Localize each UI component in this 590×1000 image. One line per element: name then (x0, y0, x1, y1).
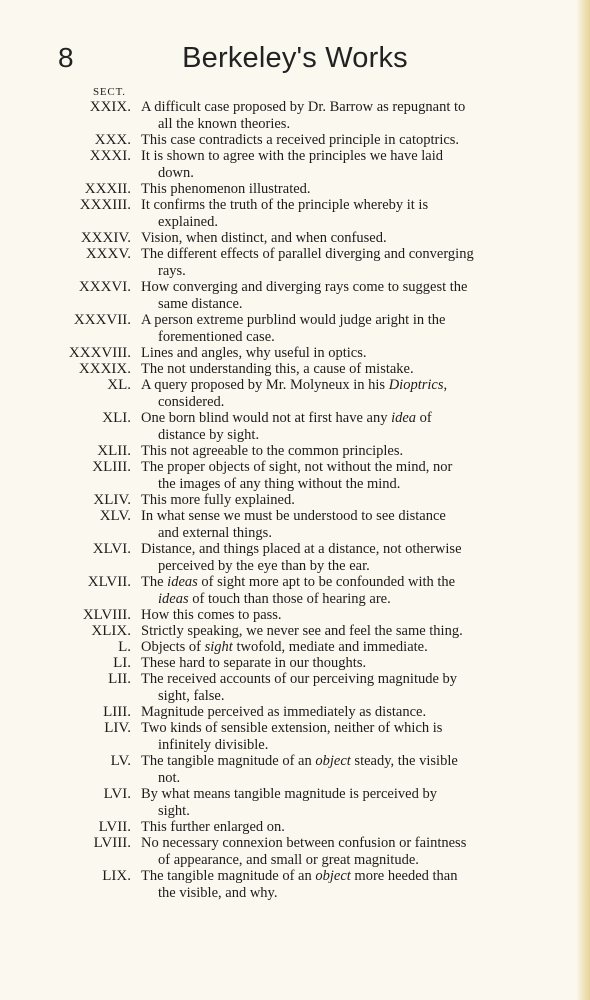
entry-summary (141, 868, 536, 901)
toc-entry (0, 508, 590, 541)
entry-summary (141, 671, 536, 704)
section-number: XLIX. (91, 623, 131, 639)
summary-continuation (141, 165, 536, 182)
toc-entry (0, 835, 590, 868)
summary-line: This phenomenon illustrated. (141, 181, 311, 197)
summary-italic: ideas (167, 574, 198, 590)
summary-line: not. (158, 769, 181, 786)
entry-summary (141, 410, 536, 443)
summary-line: How converging and diverging rays come to suggest the (141, 279, 468, 295)
summary-text: of touch than those of hearing are. (188, 590, 391, 607)
summary-line: considered. (158, 393, 225, 410)
toc-entry (0, 574, 590, 607)
entry-summary (141, 361, 536, 378)
section-number: LV. (110, 753, 131, 769)
summary-text: of sight more apt to be confounded with the (197, 574, 456, 590)
toc-entry (0, 819, 590, 835)
section-number: LVI. (103, 786, 131, 802)
section-number: LVIII. (93, 835, 131, 851)
running-title: Berkeley's Works (182, 42, 408, 74)
toc-entry (0, 246, 590, 279)
summary-italic: sight (204, 639, 233, 655)
entry-summary (141, 459, 536, 492)
summary-text: The tangible magnitude of an (141, 753, 316, 769)
section-number: XXXV. (85, 246, 131, 262)
summary-line: rays. (158, 262, 186, 279)
summary-line: These hard to separate in our thoughts. (141, 655, 367, 671)
summary-text: A query proposed by Mr. Molyneux in his (141, 377, 389, 393)
summary-italic: object (315, 753, 351, 769)
summary-italic: Dioptrics (388, 377, 444, 393)
section-number: XL. (107, 377, 131, 393)
summary-line: explained. (158, 213, 218, 230)
summary-continuation (141, 885, 536, 902)
section-number: LIV. (104, 720, 131, 736)
section-number: XXXI. (89, 148, 131, 164)
summary-line: sight, false. (158, 687, 225, 704)
summary-line: down. (158, 164, 194, 181)
summary-text: , (443, 377, 448, 393)
section-number: XXXIII. (79, 197, 131, 213)
toc-entry (0, 655, 590, 671)
summary-continuation (141, 427, 536, 444)
toc-entry (0, 312, 590, 345)
summary-continuation (141, 214, 536, 231)
summary-text: The tangible magnitude of an (141, 868, 316, 884)
entry-summary (141, 148, 536, 181)
summary-line: Strictly speaking, we never see and feel the same thing. (141, 623, 463, 639)
section-number: XXXVI. (78, 279, 131, 295)
toc-entry (0, 492, 590, 508)
summary-line: forementioned case. (158, 328, 275, 345)
summary-continuation (141, 296, 536, 313)
summary-line: It confirms the truth of the principle whereby it is (141, 197, 429, 213)
summary-italic: ideas (158, 590, 189, 607)
summary-continuation (141, 737, 536, 754)
section-number: XLI. (102, 410, 131, 426)
entry-summary (141, 345, 536, 362)
toc-entry (0, 639, 590, 655)
entry-summary (141, 786, 536, 819)
summary-line: A difficult case proposed by Dr. Barrow as repugnant to (141, 99, 466, 115)
summary-italic: object (315, 868, 351, 884)
entry-summary (141, 607, 536, 624)
entry-summary (141, 99, 536, 132)
toc-entry (0, 181, 590, 197)
summary-line: How this comes to pass. (141, 607, 282, 623)
summary-line: of appearance, and small or great magnitude. (158, 851, 419, 868)
summary-continuation (141, 688, 536, 705)
toc-entry (0, 868, 590, 901)
toc-entry (0, 197, 590, 230)
toc-entry (0, 345, 590, 361)
toc-entry (0, 753, 590, 786)
summary-line: This more fully explained. (141, 492, 295, 508)
section-number: XLVII. (87, 574, 131, 590)
section-number: XXXVII. (73, 312, 131, 328)
summary-text: of (416, 410, 432, 426)
summary-line: Magnitude perceived as immediately as distance. (141, 704, 427, 720)
toc-entry (0, 361, 590, 377)
entry-summary (141, 181, 536, 198)
section-number: LIII. (103, 704, 131, 720)
section-number: XLVIII. (82, 607, 131, 623)
summary-line: The different effects of parallel diverging and converging (141, 246, 474, 262)
summary-line: A person extreme purblind would judge aright in the (141, 312, 446, 328)
section-number: XLV. (99, 508, 131, 524)
entry-summary (141, 492, 536, 509)
summary-line: Vision, when distinct, and when confused. (141, 230, 387, 246)
summary-line: The not understanding this, a cause of mistake. (141, 361, 414, 377)
section-number: LII. (108, 671, 131, 687)
entry-summary (141, 574, 536, 607)
summary-continuation (141, 476, 536, 493)
toc-entry (0, 623, 590, 639)
summary-line: and external things. (158, 524, 272, 541)
summary-line: the visible, and why. (158, 884, 278, 901)
summary-continuation (141, 852, 536, 869)
toc-entry (0, 541, 590, 574)
summary-line: In what sense we must be understood to see distance (141, 508, 446, 524)
entry-summary (141, 279, 536, 312)
summary-line: all the known theories. (158, 115, 291, 132)
toc-entry (0, 786, 590, 819)
summary-line: same distance. (158, 295, 243, 312)
summary-text: One born blind would not at first have any (141, 410, 392, 426)
summary-text: steady, the visible (350, 753, 458, 769)
summary-continuation (141, 116, 536, 133)
toc-entry (0, 410, 590, 443)
entry-summary (141, 753, 536, 786)
toc-entry (0, 132, 590, 148)
section-column-heading: SECT. (93, 86, 126, 98)
summary-line: The proper objects of sight, not without the mind, nor (141, 459, 453, 475)
summary-continuation (141, 591, 536, 608)
toc-entry (0, 607, 590, 623)
section-number: LIX. (102, 868, 131, 884)
section-number: XLIV. (93, 492, 131, 508)
summary-line: The received accounts of our perceiving magnitude by (141, 671, 458, 687)
entry-summary (141, 720, 536, 753)
summary-line: Lines and angles, why useful in optics. (141, 345, 367, 361)
summary-text: more heeded than (350, 868, 458, 884)
page-number: 8 (58, 42, 74, 73)
summary-line: Two kinds of sensible extension, neither of which is (141, 720, 443, 736)
toc-entry (0, 279, 590, 312)
summary-line: No necessary connexion between confusion or faintness (141, 835, 467, 851)
toc-entry (0, 704, 590, 720)
summary-line: This further enlarged on. (141, 819, 285, 835)
summary-line: This case contradicts a received principle in catoptrics. (141, 132, 460, 148)
section-number: L. (118, 639, 131, 655)
section-number: LI. (113, 655, 131, 671)
table-of-contents (0, 99, 590, 901)
toc-entry (0, 671, 590, 704)
section-number: XXXIX. (78, 361, 131, 377)
toc-entry (0, 443, 590, 459)
summary-continuation (141, 263, 536, 280)
summary-continuation (141, 803, 536, 820)
toc-entry (0, 99, 590, 132)
summary-continuation (141, 329, 536, 346)
entry-summary (141, 312, 536, 345)
entry-summary (141, 443, 536, 460)
entry-summary (141, 197, 536, 230)
section-number: XXIX. (89, 99, 131, 115)
section-number: LVII. (98, 819, 131, 835)
summary-line: distance by sight. (158, 426, 260, 443)
summary-continuation (141, 770, 536, 787)
summary-line: infinitely divisible. (158, 736, 269, 753)
toc-entry (0, 720, 590, 753)
entry-summary (141, 623, 536, 640)
summary-line: perceived by the eye than by the ear. (158, 557, 370, 574)
summary-text: The (141, 574, 168, 590)
summary-line: sight. (158, 802, 190, 819)
entry-summary (141, 377, 536, 410)
section-number: XXX. (94, 132, 131, 148)
entry-summary (141, 541, 536, 574)
entry-summary (141, 230, 536, 247)
summary-text: twofold, mediate and immediate. (232, 639, 428, 655)
toc-entry (0, 459, 590, 492)
entry-summary (141, 819, 536, 836)
toc-entry (0, 148, 590, 181)
summary-continuation (141, 558, 536, 575)
toc-entry (0, 230, 590, 246)
entry-summary (141, 508, 536, 541)
section-number: XLVI. (92, 541, 131, 557)
summary-line: By what means tangible magnitude is perceived by (141, 786, 437, 802)
section-number: XLIII. (92, 459, 131, 475)
toc-entry (0, 377, 590, 410)
entry-summary (141, 835, 536, 868)
summary-line: Distance, and things placed at a distance, not otherwise (141, 541, 462, 557)
summary-continuation (141, 394, 536, 411)
summary-line: This not agreeable to the common principles. (141, 443, 404, 459)
entry-summary (141, 132, 536, 149)
entry-summary (141, 704, 536, 721)
section-number: XXXIV. (80, 230, 131, 246)
summary-continuation (141, 525, 536, 542)
section-number: XXXVIII. (68, 345, 131, 361)
summary-italic: idea (391, 410, 417, 426)
entry-summary (141, 246, 536, 279)
summary-text: Objects of (141, 639, 205, 655)
entry-summary (141, 639, 536, 656)
summary-line: It is shown to agree with the principles we have laid (141, 148, 444, 164)
section-number: XLII. (97, 443, 131, 459)
section-number: XXXII. (84, 181, 131, 197)
summary-line: the images of any thing without the mind. (158, 475, 401, 492)
entry-summary (141, 655, 536, 672)
